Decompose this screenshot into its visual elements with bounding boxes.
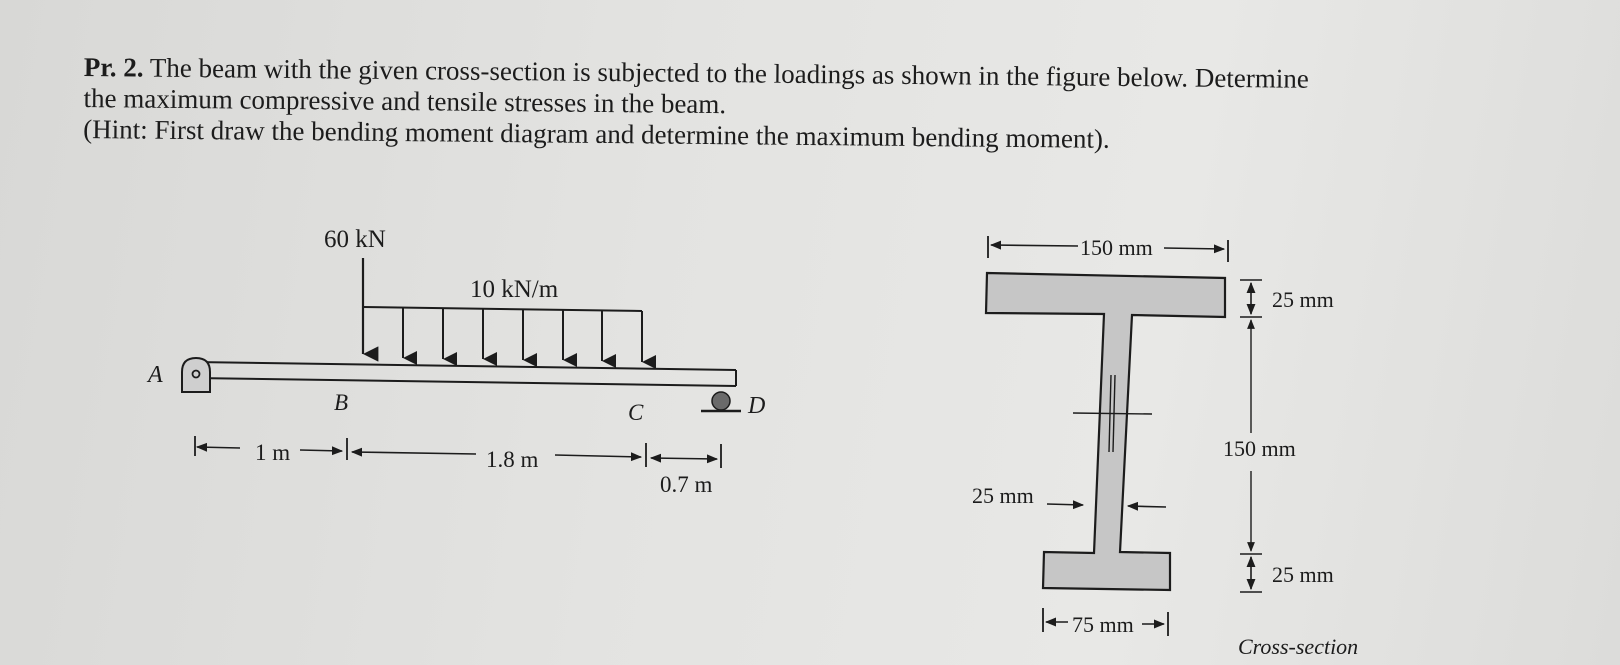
distributed-load-label: 10 kN/m [470,276,559,303]
problem-line-3: (Hint: First draw the bending moment diagram and determine the maximum bending moment). [83,113,1110,154]
label-c: C [628,400,644,425]
beam [194,362,736,386]
i-section-shape [986,273,1225,590]
problem-text-1: The beam with the given cross-section is subjected to the loadings as shown in the figure below. Determine [149,52,1309,94]
label-b: B [334,390,349,415]
label-a: A [148,362,163,388]
pin-support-a [182,358,210,392]
bottom-flange-thickness-label: 25 mm [1272,562,1334,587]
top-flange-thickness-label: 25 mm [1272,287,1334,312]
dimension-ab: 1 m [255,440,291,465]
label-d: D [748,393,766,419]
problem-line-2: the maximum compressive and tensile stresses in the beam. [83,82,727,120]
dimension-bc: 1.8 m [486,447,539,472]
web-height-label: 150 mm [1223,436,1296,461]
cross-section-caption: Cross-section [1238,634,1359,659]
problem-number: Pr. 2. [83,52,144,83]
web-thickness-label: 25 mm [972,483,1034,508]
roller-support-d [701,392,741,411]
point-load-label: 60 kN [324,226,386,253]
dimension-cd: 0.7 m [660,472,713,497]
distributed-load [363,307,642,362]
beam-diagram [146,226,765,497]
top-width-label: 150 mm [1080,235,1153,260]
bottom-width-label: 75 mm [1072,612,1134,637]
cross-section-diagram [972,235,1358,659]
